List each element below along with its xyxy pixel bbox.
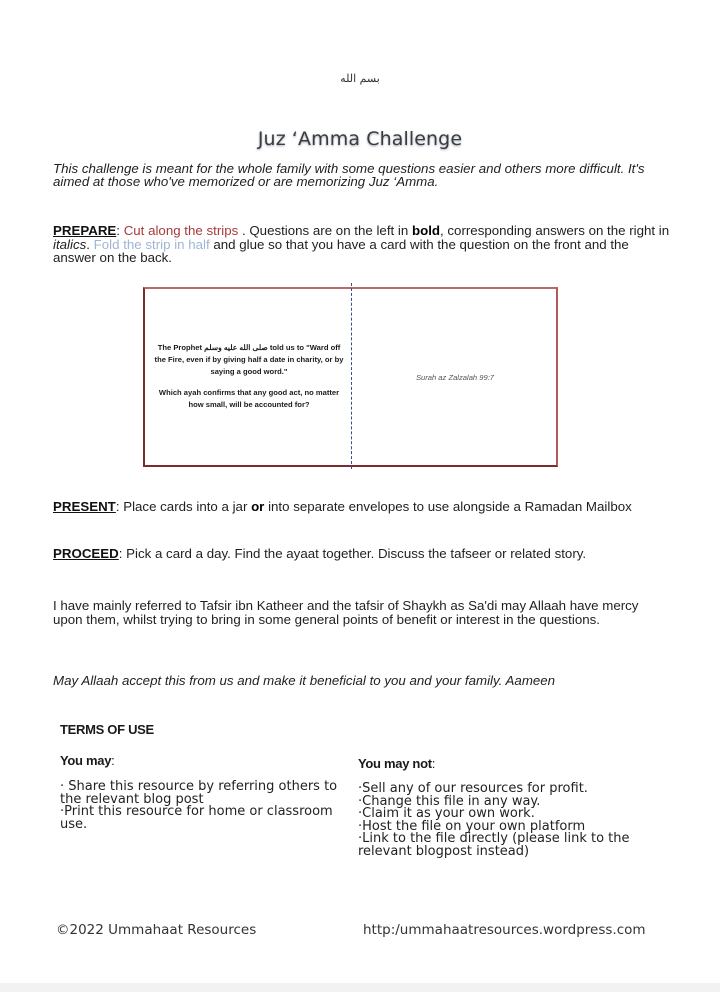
- footer-url[interactable]: http:/ummahaatresources.wordpress.com: [363, 922, 646, 938]
- you-may-heading: [60, 753, 114, 768]
- list-item: ·Host the file on your own platform: [358, 818, 586, 834]
- list-item: use.: [60, 816, 88, 832]
- list-item: ·Link to the file directly (please link to the: [358, 831, 630, 846]
- terms-title: TERMS OF USE: [60, 722, 154, 737]
- prepare-text-1: . Questions are on the left in: [238, 223, 412, 238]
- bismillah-heading: بسم الله: [340, 72, 380, 85]
- present-paragraph: [53, 500, 673, 514]
- proceed-sep: :: [118, 546, 127, 561]
- intro-paragraph: This challenge is meant for the whole family with some questions easier and others more difficult. It's aimed at those who've memorized or are memorizing Juz ‘Amma.: [53, 161, 645, 189]
- bottom-strip: [0, 983, 720, 992]
- list-item: relevant blogpost instead): [358, 843, 530, 859]
- proceed-paragraph: [53, 547, 673, 561]
- present-or: or: [251, 499, 265, 514]
- you-may-not-label: You may not: [358, 756, 432, 771]
- list-item: ·Print this resource for home or classroom: [60, 804, 333, 819]
- you-may-not-heading: [358, 756, 435, 771]
- prepare-text-3: .: [86, 236, 94, 252]
- cut-instruction: Cut along the strips: [123, 223, 239, 238]
- you-may-colon: :: [111, 753, 115, 768]
- list-item: · Share this resource by referring others to: [60, 779, 338, 794]
- proceed-text: Pick a card a day. Find the ayaat together. Discuss the tafseer or related story.: [126, 546, 587, 561]
- list-item: the relevant blog post: [60, 791, 204, 807]
- card-question: [151, 342, 347, 411]
- page-title: Juz ‘Amma Challenge: [257, 128, 463, 150]
- card-question-text-b: told us to "Ward off the Fire, even if by giving half a date in charity, or by saying a good word.": [154, 343, 344, 376]
- card-question-hadith: [151, 342, 347, 378]
- you-may-not-list: [358, 783, 630, 858]
- dua-paragraph: May Allaah accept this from us and make it beneficial to you and your family. Aameen: [53, 673, 556, 688]
- list-item: ·Sell any of our resources for profit.: [358, 781, 588, 796]
- card-question-prompt: Which ayah confirms that any good act, no matter how small, will be accounted for?: [158, 388, 340, 409]
- proceed-label: PROCEED: [53, 546, 119, 561]
- present-sep: :: [115, 499, 124, 514]
- sample-card: [143, 287, 558, 467]
- prepare-text-4: and glue so that you have a card with the question on the front and the answer on the back.: [53, 236, 629, 265]
- you-may-list: [60, 781, 337, 831]
- present-text-1: Place cards into a jar: [123, 499, 252, 514]
- italics-word: italics: [53, 236, 87, 252]
- you-may-label: You may: [60, 753, 112, 768]
- bold-word: bold: [411, 223, 441, 238]
- card-question-text-a: The Prophet: [157, 343, 205, 352]
- fold-line: [351, 283, 352, 469]
- footer-copyright: ©2022 Ummahaat Resources: [56, 922, 257, 938]
- list-item: ·Claim it as your own work.: [358, 806, 535, 821]
- list-item: ·Change this file in any way.: [358, 793, 541, 809]
- prepare-sep: :: [116, 223, 124, 238]
- card-answer: Surah az Zalzalah 99:7: [415, 373, 495, 382]
- fold-instruction: Fold the strip in half: [93, 236, 210, 252]
- present-text-2: into separate envelopes to use alongside a Ramadan Mailbox: [264, 499, 632, 514]
- prepare-label: PREPARE: [53, 223, 117, 238]
- you-may-not-colon: :: [431, 756, 436, 771]
- card-question-arabic: صلى الله عليه وسلم: [204, 343, 268, 352]
- prepare-paragraph: [53, 224, 673, 265]
- references-paragraph: I have mainly referred to Tafsir ibn Katheer and the tafsir of Shaykh as Sa'di may Allaah have mercy upon them, whilst trying to bring in some general points of benefit or interest in the questions.: [53, 598, 639, 627]
- present-label: PRESENT: [53, 499, 116, 514]
- prepare-text-2: , corresponding answers on the right in: [440, 223, 670, 238]
